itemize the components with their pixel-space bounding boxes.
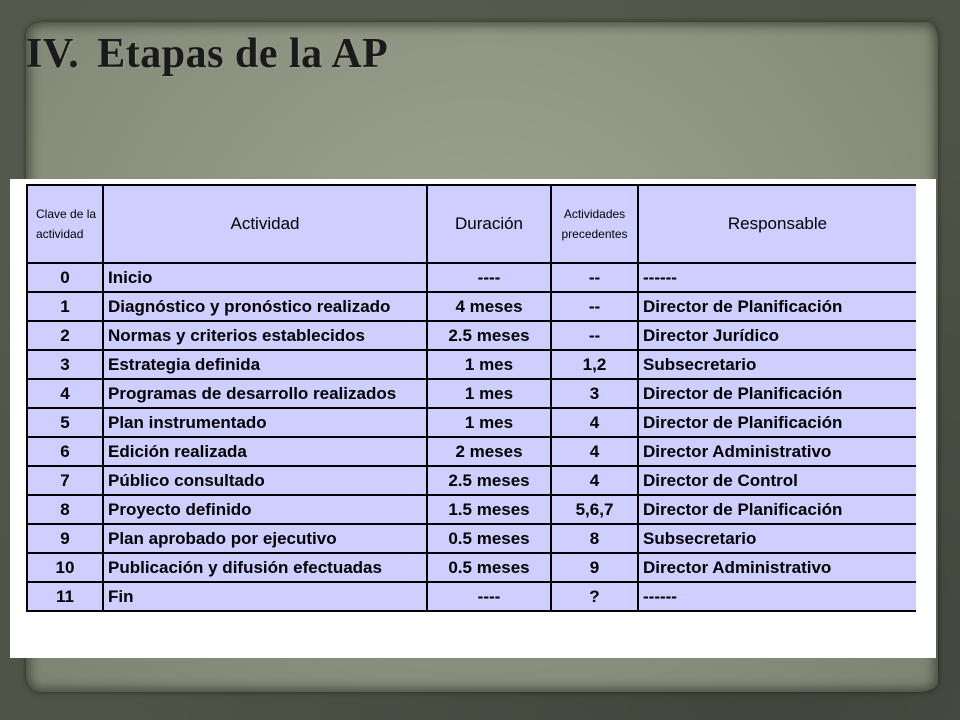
cell-responsable: Subsecretario [638,524,917,553]
cell-actividad: Público consultado [103,466,427,495]
cell-actividad: Diagnóstico y pronóstico realizado [103,292,427,321]
table-row [27,524,917,553]
table-row [27,553,917,582]
cell-precedentes: 4 [551,408,638,437]
slide-title [26,30,388,78]
table-row [27,582,917,611]
table-frame-edge [916,179,936,658]
cell-actividad: Inicio [103,263,427,292]
cell-duracion: 1 mes [427,350,551,379]
cell-precedentes: 3 [551,379,638,408]
cell-duracion: 4 meses [427,292,551,321]
title-text: Etapas de la AP [97,31,389,77]
cell-precedentes: 8 [551,524,638,553]
cell-precedentes: ? [551,582,638,611]
table-frame [10,179,926,658]
table-row [27,408,917,437]
table-row [27,292,917,321]
cell-precedentes: 4 [551,437,638,466]
table-row [27,350,917,379]
cell-responsable: ------ [638,263,917,292]
cell-responsable: Director Jurídico [638,321,917,350]
cell-precedentes: 4 [551,466,638,495]
cell-responsable: Director de Planificación [638,408,917,437]
cell-responsable: Director de Planificación [638,495,917,524]
cell-actividad: Edición realizada [103,437,427,466]
header-responsable: Responsable [638,185,917,263]
cell-responsable: Director de Planificación [638,379,917,408]
cell-precedentes: -- [551,292,638,321]
cell-actividad: Normas y criterios establecidos [103,321,427,350]
cell-precedentes: -- [551,263,638,292]
cell-duracion: ---- [427,582,551,611]
cell-actividad: Proyecto definido [103,495,427,524]
cell-actividad: Plan instrumentado [103,408,427,437]
cell-actividad: Plan aprobado por ejecutivo [103,524,427,553]
cell-duracion: 2.5 meses [427,466,551,495]
cell-duracion: 0.5 meses [427,553,551,582]
cell-precedentes: 5,6,7 [551,495,638,524]
activities-table [26,184,918,612]
cell-actividad: Programas de desarrollo realizados [103,379,427,408]
cell-actividad: Publicación y difusión efectuadas [103,553,427,582]
cell-responsable: Director de Control [638,466,917,495]
cell-duracion: 1.5 meses [427,495,551,524]
header-actividad: Actividad [103,185,427,263]
cell-duracion: ---- [427,263,551,292]
cell-responsable: Subsecretario [638,350,917,379]
cell-clave: 0 [27,263,103,292]
cell-duracion: 2.5 meses [427,321,551,350]
table-row [27,321,917,350]
cell-actividad: Estrategia definida [103,350,427,379]
cell-responsable: ------ [638,582,917,611]
cell-precedentes: 1,2 [551,350,638,379]
title-number: IV. [26,31,80,77]
cell-clave: 4 [27,379,103,408]
header-precedentes: Actividades precedentes [551,185,638,263]
table-row [27,466,917,495]
table-row [27,263,917,292]
cell-duracion: 2 meses [427,437,551,466]
header-clave: Clave de la actividad [27,185,103,263]
cell-clave: 10 [27,553,103,582]
cell-responsable: Director Administrativo [638,553,917,582]
cell-responsable: Director de Planificación [638,292,917,321]
cell-clave: 8 [27,495,103,524]
cell-precedentes: -- [551,321,638,350]
cell-clave: 5 [27,408,103,437]
cell-clave: 7 [27,466,103,495]
table-row [27,495,917,524]
cell-responsable: Director Administrativo [638,437,917,466]
cell-duracion: 0.5 meses [427,524,551,553]
cell-clave: 1 [27,292,103,321]
cell-clave: 3 [27,350,103,379]
table-header-row [27,185,917,263]
cell-clave: 6 [27,437,103,466]
cell-clave: 11 [27,582,103,611]
cell-actividad: Fin [103,582,427,611]
cell-precedentes: 9 [551,553,638,582]
cell-duracion: 1 mes [427,408,551,437]
cell-clave: 9 [27,524,103,553]
cell-duracion: 1 mes [427,379,551,408]
table-row [27,379,917,408]
header-duracion: Duración [427,185,551,263]
cell-clave: 2 [27,321,103,350]
table-row [27,437,917,466]
